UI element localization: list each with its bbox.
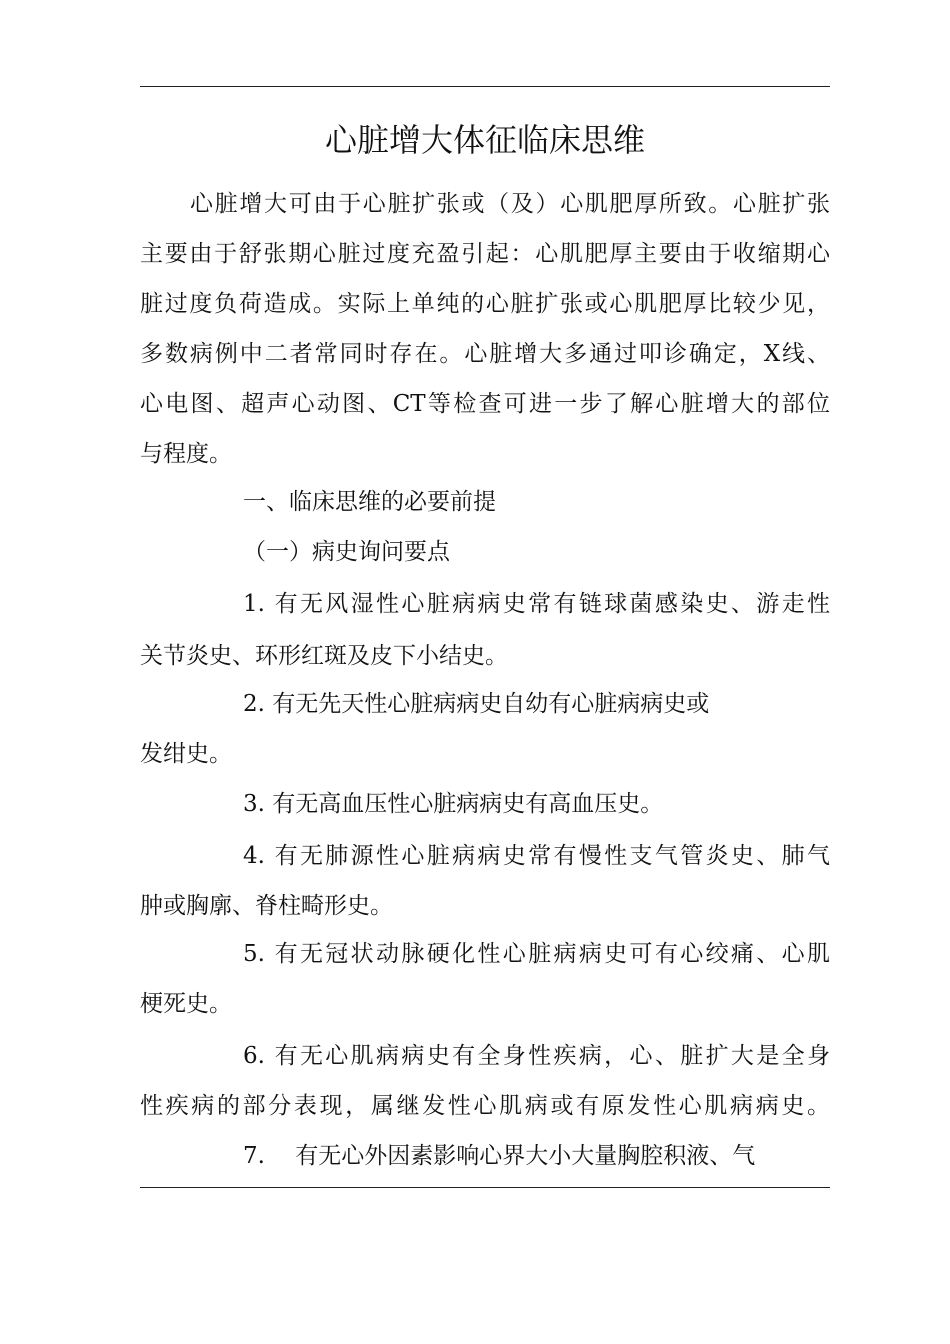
list-item-4-line-2: 肿或胸廓、脊柱畸形史。 xyxy=(140,893,393,919)
page-title: 心脏增大体征临床思维 xyxy=(324,121,645,159)
section-heading: 一、临床思维的必要前提 xyxy=(243,489,496,515)
list-item-1-line-1: 1. 有无风湿性心脏病病史常有链球菌感染史、游走性 xyxy=(243,591,830,617)
list-item-6-line-2: 性疾病的部分表现，属继发性心肌病或有原发性心肌病病史。 xyxy=(140,1093,830,1119)
list-item-7-line-1: 7. 有无心外因素影响心界大小大量胸腔积液、气 xyxy=(243,1143,756,1169)
intro-line-6: 与程度。 xyxy=(140,441,232,467)
list-item-4-line-1: 4. 有无肺源性心脏病病史常有慢性支气管炎史、肺气 xyxy=(243,843,830,869)
list-item-2-line-2: 发绀史。 xyxy=(140,741,232,767)
list-item-5-line-2: 梗死史。 xyxy=(140,991,232,1017)
footer-rule xyxy=(140,1187,830,1188)
intro-line-4: 多数病例中二者常同时存在。心脏增大多通过叩诊确定，X线、 xyxy=(140,341,830,367)
intro-line-2: 主要由于舒张期心脏过度充盈引起：心肌肥厚主要由于收缩期心 xyxy=(140,241,830,267)
intro-line-1: 心脏增大可由于心脏扩张或（及）心肌肥厚所致。心脏扩张 xyxy=(190,191,830,217)
list-item-2-line-1: 2. 有无先天性心脏病病史自幼有心脏病病史或 xyxy=(243,691,710,717)
list-item-1-line-2: 关节炎史、环形红斑及皮下小结史。 xyxy=(140,643,508,669)
header-rule xyxy=(140,86,830,87)
list-item-6-line-1: 6. 有无心肌病病史有全身性疾病，心、脏扩大是全身 xyxy=(243,1043,830,1069)
list-item-3-line-1: 3. 有无高血压性心脏病病史有高血压史。 xyxy=(243,791,664,817)
intro-line-3: 脏过度负荷造成。实际上单纯的心脏扩张或心肌肥厚比较少见， xyxy=(140,291,830,317)
list-item-5-line-1: 5. 有无冠状动脉硬化性心脏病病史可有心绞痛、心肌 xyxy=(243,941,830,967)
intro-line-5: 心电图、超声心动图、CT等检查可进一步了解心脏增大的部位 xyxy=(140,391,830,417)
subsection-heading: （一）病史询问要点 xyxy=(243,539,450,565)
